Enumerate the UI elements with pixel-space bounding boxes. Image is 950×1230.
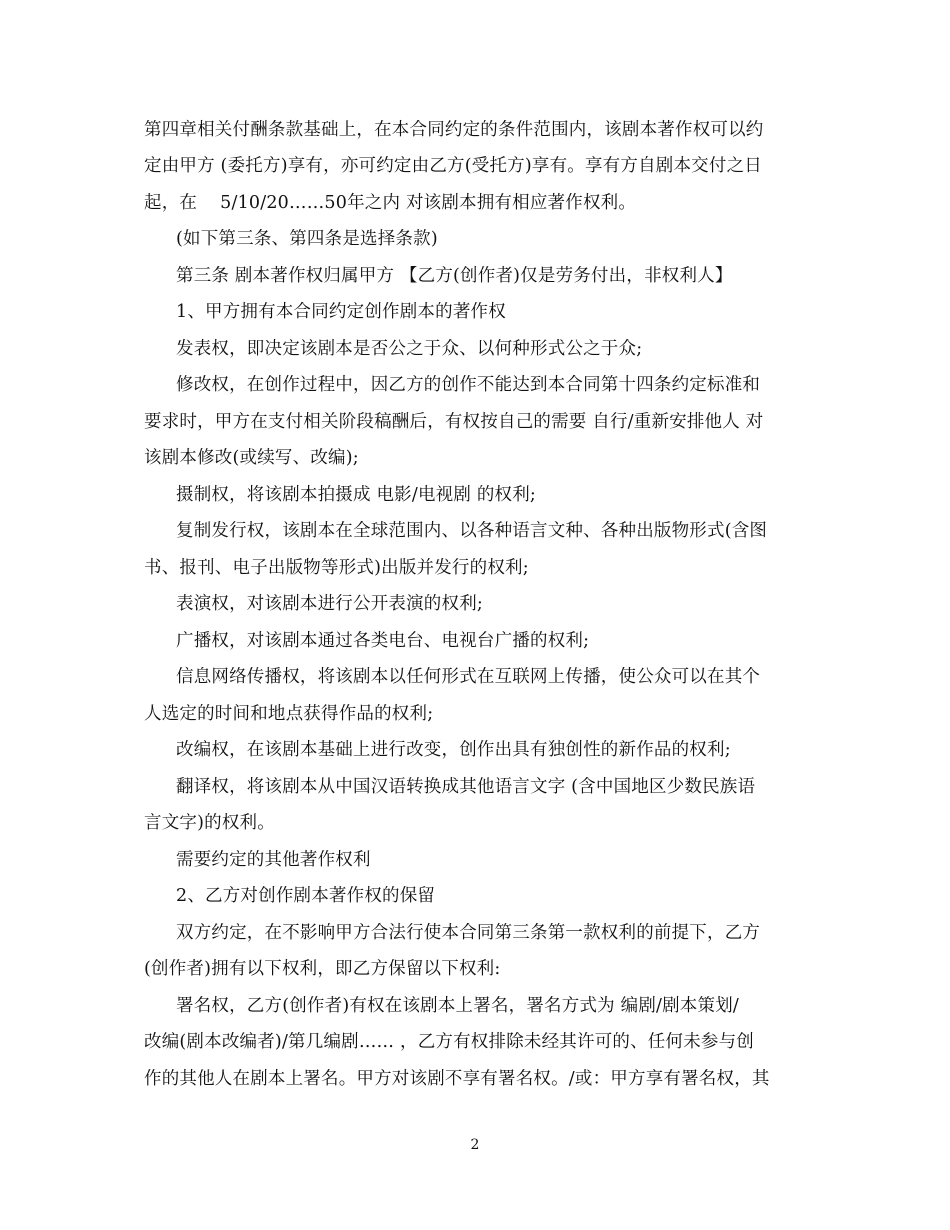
text-line: 第四章相关付酬条款基础上，在本合同约定的条件范围内，该剧本著作权可以约: [144, 120, 764, 140]
text-line: 2、乙方对创作剧本著作权的保留: [176, 886, 436, 906]
text-line: 修改权，在创作过程中，因乙方的创作不能达到本合同第十四条约定标准和: [176, 375, 761, 395]
text-line: 摄制权，将该剧本拍摄成 电影/电视剧 的权利;: [176, 485, 537, 505]
text-line: 该剧本修改(或续写、改编);: [144, 448, 359, 468]
text-line: 翻译权，将该剧本从中国汉语转换成其他语言文字 (含中国地区少数民族语: [176, 777, 756, 797]
text-line: 需要约定的其他著作权利: [176, 850, 371, 870]
text-line: 广播权，对该剧本通过各类电台、电视台广播的权利;: [176, 631, 590, 651]
text-line: 改编权，在该剧本基础上进行改变，创作出具有独创性的新作品的权利;: [176, 740, 731, 760]
text-line: 署名权，乙方(创作者)有权在该剧本上署名，署名方式为 编剧/剧本策划/: [176, 996, 740, 1016]
text-line: 定由甲方 (委托方)享有，亦可约定由乙方(受托方)享有。享有方自剧本交付之日: [144, 156, 762, 176]
text-line: (创作者)拥有以下权利，即乙方保留以下权利:: [144, 959, 501, 979]
text-line: (如下第三条、第四条是选择条款): [176, 229, 438, 249]
text-line: 人选定的时间和地点获得作品的权利;: [144, 704, 434, 724]
text-line: 表演权，对该剧本进行公开表演的权利;: [176, 594, 483, 614]
text-line: 双方约定，在不影响甲方合法行使本合同第三条第一款权利的前提下，乙方: [176, 923, 761, 943]
text-line: 言文字)的权利。: [144, 813, 275, 833]
text-line: 复制发行权，该剧本在全球范围内、以各种语言文种、各种出版物形式(含图: [176, 521, 768, 541]
text-line: 起，在 5/10/20……50年之内 对该剧本拥有相应著作权利。: [144, 193, 637, 213]
text-line: 发表权，即决定该剧本是否公之于众、以何种形式公之于众;: [176, 339, 643, 359]
text-line: 书、报刊、电子出版物等形式)出版并发行的权利;: [144, 558, 529, 578]
text-line: 作的其他人在剧本上署名。甲方对该剧不享有署名权。/或：甲方享有署名权，其: [144, 1069, 770, 1089]
text-line: 第三条 剧本著作权归属甲方 【乙方(创作者)仅是劳务付出，非权利人】: [176, 266, 733, 286]
text-line: 1、甲方拥有本合同约定创作剧本的著作权: [176, 302, 506, 322]
text-line: 要求时，甲方在支付相关阶段稿酬后，有权按自己的需要 自行/重新安排他人 对: [144, 412, 764, 432]
text-line: 信息网络传播权，将该剧本以任何形式在互联网上传播，使公众可以在其个: [176, 667, 761, 687]
text-line: 改编(剧本改编者)/第几编剧…… ，乙方有权排除未经其许可的、任何未参与创: [144, 1032, 755, 1052]
page-number: 2: [470, 1137, 480, 1153]
